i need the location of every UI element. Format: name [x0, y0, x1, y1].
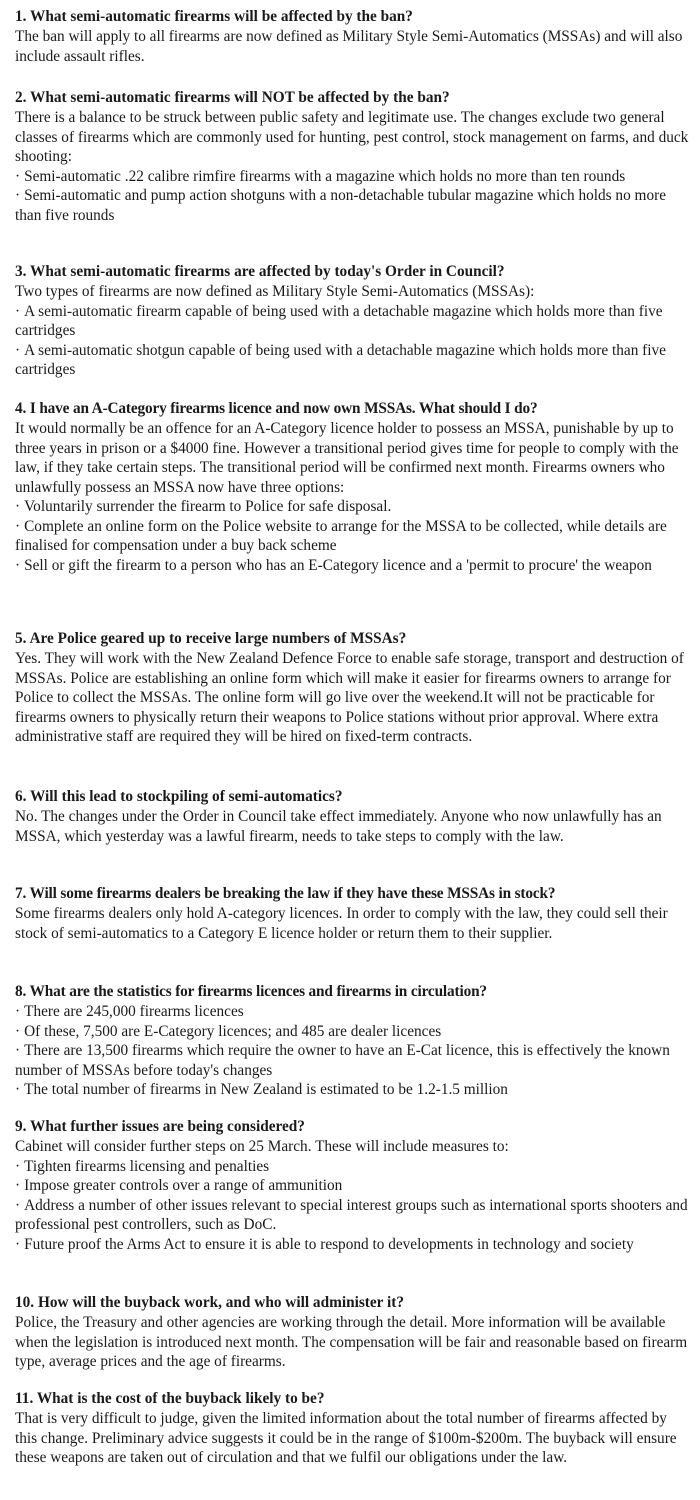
bullet-dot: ·: [15, 1157, 21, 1175]
bullet-dot: ·: [15, 341, 21, 359]
bullet-item: · There are 13,500 firearms which require the owner to have an E-Cat licence, this is effectively the known number of MSSAs before today's changes: [15, 1042, 670, 1079]
faq-section-6: [15, 787, 690, 846]
faq-section-1: [15, 7, 690, 66]
question-heading: 5. Are Police geared up to receive large numbers of MSSAs?: [15, 630, 407, 647]
bullet-item: · Semi-automatic .22 calibre rimfire firearms with a magazine which holds no more than ten rounds: [15, 167, 626, 185]
bullet-item: · Tighten firearms licensing and penalties: [15, 1157, 270, 1175]
faq-section-9: [15, 1117, 690, 1254]
answer-paragraph: Yes. They will work with the New Zealand Defence Force to enable safe storage, transport and destruction of MSSAs. Police are establishing an online form which will make it easier for firearms owners to arrange for Police to collect the MSSAs. The online form will go live over the weekend.It will not be practicable for firearms owners to physically return their weapons to Police stations without prior approval. Where extra administrative staff are required they will be hired on fixed-term contracts.: [15, 650, 684, 745]
answer-paragraph: Police, the Treasury and other agencies are working through the detail. More information will be available when the legislation is introduced next month. The compensation will be fair and reasonable based on firearm type, average prices and the age of firearms.: [15, 1314, 688, 1370]
answer-paragraph: Two types of firearms are now defined as Military Style Semi-Automatics (MSSAs):: [15, 283, 535, 300]
bullet-dot: ·: [15, 167, 21, 185]
bullet-item: · There are 245,000 firearms licences: [15, 1003, 244, 1020]
bullet-dot: ·: [15, 187, 21, 204]
question-heading: 11. What is the cost of the buyback likely to be?: [15, 1390, 325, 1407]
faq-section-3: [15, 262, 690, 380]
faq-section-5: [15, 629, 690, 747]
question-heading: 7. Will some firearms dealers be breaking the law if they have these MSSAs in stock?: [15, 885, 556, 902]
bullet-dot: ·: [15, 1196, 21, 1214]
answer-paragraph: Some firearms dealers only hold A-category licences. In order to comply with the law, they could sell their stock of semi-automatics to a Category E licence holder or return them to their supplier.: [15, 905, 668, 942]
bullet-dot: ·: [15, 1022, 21, 1040]
faq-section-8: [15, 982, 690, 1100]
bullet-item: · A semi-automatic firearm capable of being used with a detachable magazine which holds more than five cartridges: [15, 302, 663, 339]
question-heading: 10. How will the buyback work, and who will administer it?: [15, 1294, 404, 1311]
bullet-item: · Impose greater controls over a range of ammunition: [15, 1177, 343, 1194]
bullet-dot: ·: [15, 556, 21, 574]
faq-section-7: [15, 884, 690, 943]
answer-paragraph: No. The changes under the Order in Council take effect immediately. Anyone who now unlawfully has an MSSA, which yesterday was a lawful firearm, needs to take steps to comply with the law.: [15, 808, 662, 845]
answer-paragraph: That is very difficult to judge, given the limited information about the total number of firearms affected by this change. Preliminary advice suggests it could be in the range of $100m-$200m. The buyback will ensure these weapons are taken out of circulation and that we fulfil our obligations under the law.: [15, 1410, 677, 1466]
answer-paragraph: Cabinet will consider further steps on 25 March. These will include measures to:: [15, 1138, 509, 1155]
question-heading: 6. Will this lead to stockpiling of semi-automatics?: [15, 788, 343, 805]
bullet-item: · The total number of firearms in New Zealand is estimated to be 1.2-1.5 million: [15, 1081, 508, 1098]
question-heading: 9. What further issues are being considered?: [15, 1118, 305, 1135]
faq-section-11: [15, 1389, 690, 1468]
bullet-item: · Sell or gift the firearm to a person who has an E-Category licence and a 'permit to procure' the weapon: [15, 556, 652, 574]
faq-section-4: [15, 399, 690, 575]
bullet-dot: ·: [15, 302, 21, 320]
bullet-item: · Semi-automatic and pump action shotguns with a non-detachable tubular magazine which holds no more than five rounds: [15, 187, 666, 224]
question-heading: 8. What are the statistics for firearms licences and firearms in circulation?: [15, 983, 487, 1000]
bullet-dot: ·: [15, 1042, 21, 1059]
bullet-item: · A semi-automatic shotgun capable of being used with a detachable magazine which holds more than five cartridges: [15, 341, 666, 378]
bullet-dot: ·: [15, 1177, 21, 1194]
answer-paragraph: The ban will apply to all firearms are now defined as Military Style Semi-Automatics (MSSAs) and will also include assault rifles.: [15, 28, 683, 65]
bullet-item: · Address a number of other issues relevant to special interest groups such as international sports shooters and professional pest controllers, such as DoC.: [15, 1196, 688, 1233]
bullet-item: · Of these, 7,500 are E-Category licences; and 485 are dealer licences: [15, 1022, 442, 1040]
answer-paragraph: It would normally be an offence for an A-Category licence holder to possess an MSSA, punishable by up to three years in prison or a $4000 fine. However a transitional period gives time for people to comply with the law, if they take certain steps. The transitional period will be confirmed next month. Firearms owners who unlawfully possess an MSSA now have three options:: [15, 420, 679, 496]
question-heading: 4. I have an A-Category firearms licence and now own MSSAs. What should I do?: [15, 400, 538, 417]
bullet-dot: ·: [15, 1003, 21, 1020]
bullet-dot: ·: [15, 498, 21, 515]
bullet-dot: ·: [15, 1235, 21, 1253]
question-heading: 1. What semi-automatic firearms will be affected by the ban?: [15, 8, 413, 25]
bullet-dot: ·: [15, 517, 21, 535]
bullet-item: · Complete an online form on the Police website to arrange for the MSSA to be collected, while details are finalised for compensation under a buy back scheme: [15, 517, 667, 554]
bullet-item: · Future proof the Arms Act to ensure it is able to respond to developments in technology and society: [15, 1235, 634, 1253]
faq-section-10: [15, 1293, 690, 1372]
question-heading: 2. What semi-automatic firearms will NOT be affected by the ban?: [15, 89, 450, 106]
bullet-item: · Voluntarily surrender the firearm to Police for safe disposal.: [15, 498, 392, 515]
question-heading: 3. What semi-automatic firearms are affected by today's Order in Council?: [15, 263, 505, 280]
answer-paragraph: There is a balance to be struck between public safety and legitimate use. The changes exclude two general classes of firearms which are commonly used for hunting, pest control, stock management on farms, and duck shooting:: [15, 109, 689, 165]
faq-section-2: [15, 88, 690, 225]
bullet-dot: ·: [15, 1081, 21, 1098]
